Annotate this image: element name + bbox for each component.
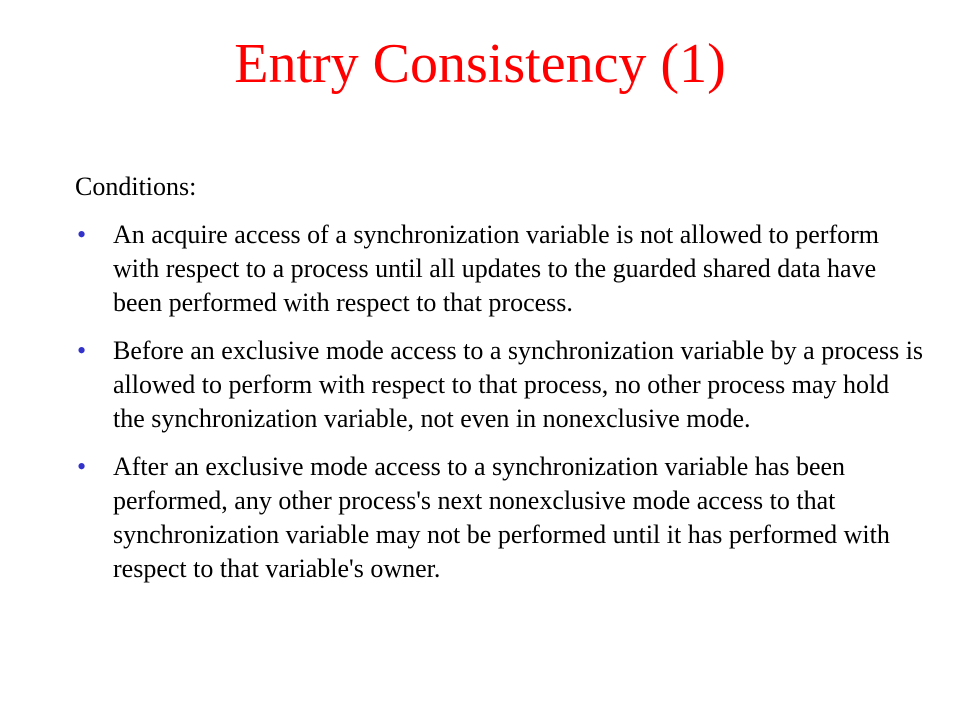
bullet-text: Before an exclusive mode access to a synchronization variable by a process is allowed to perform with respect to that process, no other process may hold the synchronization variable, not even in nonexclusive mode. xyxy=(113,336,924,433)
bullet-item-1 xyxy=(75,218,925,320)
bullet-list xyxy=(75,218,925,600)
bullet-item-2 xyxy=(75,334,925,436)
bullet-icon: • xyxy=(77,452,87,481)
conditions-heading: Conditions: xyxy=(75,172,197,201)
bullet-icon: • xyxy=(77,220,87,249)
bullet-text: An acquire access of a synchronization variable is not allowed to perform with respect to a process until all updates to the guarded shared data have been performed with respect to that process. xyxy=(113,220,879,317)
bullet-text: After an exclusive mode access to a synchronization variable has been performed, any other process's next nonexclusive mode access to that synchronization variable may not be performed until it has performed with respect to that variable's owner. xyxy=(113,452,890,583)
slide-title: Entry Consistency (1) xyxy=(234,33,726,95)
bullet-item-3 xyxy=(75,450,925,586)
bullet-icon: • xyxy=(77,336,87,365)
